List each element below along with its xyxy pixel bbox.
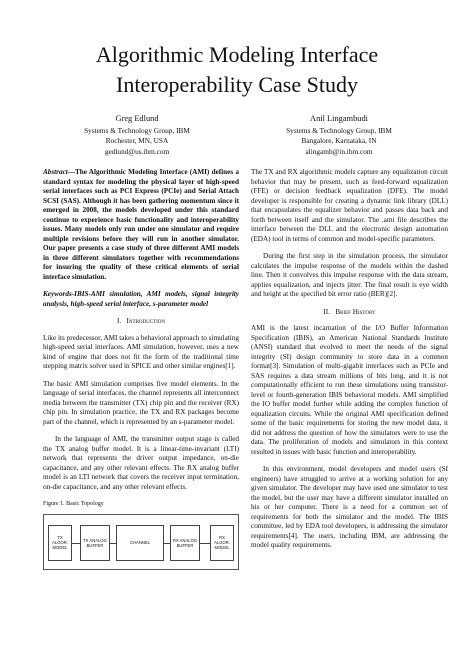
paragraph-1: Like its predecessor, AMI takes a behavioral approach to simulating high-speed serial interfaces. AMI simulation, however, uses a new kind of engine that does not fit the form of the traditional time stepping matrix solver used in SPICE and other similar engines[1]. — [43, 333, 239, 370]
tx-analog-buffer-box: TX ANALOG BUFFER — [80, 525, 110, 561]
author-email: alingamb@in.ibm.com — [305, 146, 373, 156]
rx-algor-model-box: RX ALGOR. MODEL — [210, 525, 234, 561]
figure-basic-topology — [43, 514, 239, 570]
author-block-2 — [244, 114, 434, 157]
paragraph-2: The basic AMI simulation comprises five model elements. In the language of serial interfaces, the channel represents all interconnect media between the transmitter (TX) chip pin and the receiver (RX) chip pin. In simulation practice, the TX and RX packages become part of the channel, which is represented by an s-parameter model. — [43, 379, 239, 426]
abstract-label: Abstract — [43, 168, 68, 176]
section-number: I. — [116, 317, 122, 325]
channel-box: CHANNEL — [116, 525, 164, 561]
section-title: Brief History — [335, 307, 376, 316]
author-location: Rochester, MN, USA — [105, 136, 169, 146]
rx-analog-buffer-box: RX ANALOG BUFFER — [170, 525, 200, 561]
title-line-2: Interoperability Case Study — [116, 72, 358, 97]
paragraph-7: In this environment, model developers and model users (SI engineers) have struggled to arrive at a working solution for any given simulator. The developer may have used one simulator to test the model, but the user may have a different simulator installed on his or her computer. There is a need for a common set of requirements for both the simulator and the model. The IBIS committee, led by EDA tool developers, is addressing the simulator requirements[4]. The users, including IBM, are addressing the model quality requirements. — [251, 465, 448, 549]
author-location: Bangalore, Karnataka, IN — [301, 136, 377, 146]
abstract — [43, 168, 239, 282]
section-heading-1 — [43, 317, 239, 327]
right-column — [251, 168, 448, 559]
author-email: gedlund@us.ibm.com — [104, 146, 170, 156]
keywords — [43, 290, 239, 309]
left-column — [43, 168, 239, 570]
section-title: Introduction — [126, 317, 166, 325]
tx-algor-model-box: TX ALGOR. MODEL — [48, 525, 72, 561]
paragraph-5: During the first step in the simulation process, the simulator calculates the impulse response of the models within the dashed line. Then it convolves this impulse response with the data stream, applies equalization, and injects jitter. The final result is eye width and height at the specified bit error ratio (BER)[2]. — [251, 252, 448, 298]
paragraph-6: AMI is the latest incarnation of the I/O Buffer Information Specification (IBIS), an American National Standards Institute (ANSI) standard that evolved to meet the needs of the signal integrity (SI) design community to store data in a common format[3]. Simulation of multi-gigabit interfaces such as PCIe and SAS requires a data stream millions of bits long, and it is not computationally efficient to run these simulations using transistor-level or fourth-generation IBIS behavioral models. AMI simplified the IO buffer model further while adding the complex function of equalization circuits. While the original AMI specification defined some of the basic requirements for storing the new model data, it did not address the question of how the simulators were to use the data. The proliferation of models and simulators in this context resulted in issues with basic function and interoperability. — [251, 324, 448, 456]
author-block-1 — [42, 114, 232, 157]
paper-title — [0, 40, 474, 100]
section-number: II. — [323, 307, 330, 316]
paragraph-4: The TX and RX algorithmic models capture any equalization circuit behavior that may be present, such as feed-forward equalization (FFE) or decision feedback equalization (DFE). The model developer is responsible for creating a dynamic link library (DLL) that encapsulates the equalizer behavior and passes data back and forth between itself and the simulator. The .ami file describes the interface between the DLL and the electronic design automation (EDA) tool in terms of common and model-specific parameters. — [251, 168, 448, 243]
keywords-text: -IBIS-AMI simulation, AMI models, signal integrity analysis, high-speed serial interface, s-parameter model — [43, 290, 239, 308]
title-line-1: Algorithmic Modeling Interface — [95, 42, 379, 67]
keywords-label: Keywords — [43, 290, 72, 298]
paragraph-3: In the language of AMI, the transmitter output stage is called the TX analog buffer model. It is a linear-time-invariant (LTI) network that represents the driver output impedance, on-die capacitance, and any other relevant effects. The RX analog buffer model is an LTI network that covers the receiver input termination, on-die capacitance, and any other relevant effects. — [43, 435, 239, 491]
author-affiliation: Systems & Technology Group, IBM — [84, 126, 190, 136]
author-name: Anil Lingambudi — [310, 114, 368, 123]
author-name: Greg Edlund — [115, 114, 159, 123]
abstract-text: —The Algorithmic Modeling Interface (AMI) defines a standard syntax for modeling the physical layer of high-speed serial interfaces such as PCI Express (PCIe) and Serial Attach SCSI (SAS). Although it has been gathering momentum since it emerged in 2008, the models developed under this standard continue to experience basic functionality and interoperability issues. Many models only run under one simulator and require multiple revisions before they will run in another simulator. Our paper presents a case study of three different AMI models in three different simulators together with recommendations for insuring the quality of these critical elements of serial interface simulation. — [43, 168, 239, 281]
figure-caption: Figure 1. Basic Topology — [43, 501, 104, 507]
author-affiliation: Systems & Technology Group, IBM — [286, 126, 392, 136]
section-heading-2 — [251, 308, 448, 318]
